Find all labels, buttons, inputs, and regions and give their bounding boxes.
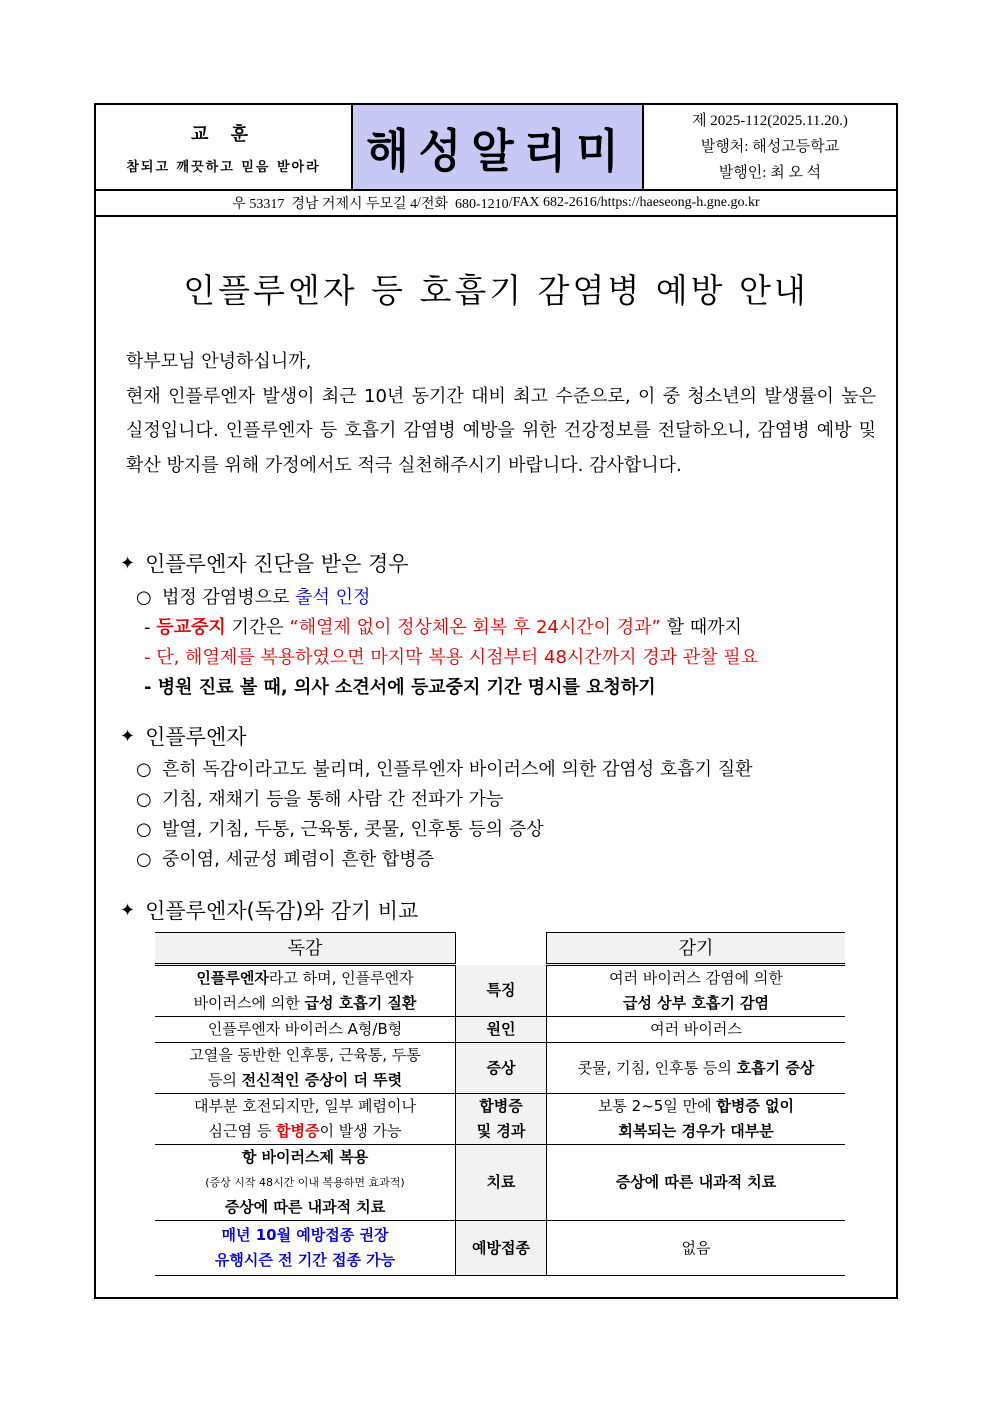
cold-cell: 여러 바이러스 (547, 1017, 846, 1043)
cold-cell: 증상에 따른 내과적 치료 (547, 1145, 846, 1221)
diagnosis-items (136, 583, 758, 703)
newsletter-logo-box (353, 105, 644, 189)
header-flu: 독감 (155, 933, 456, 965)
address-bar: 우 53317 경남 거제시 두모길 4 / 전화 680-1210 / FAX 682-2616 / https://haeseong-h.gne.go.kr (96, 191, 896, 217)
phone: 전화 680-1210 (420, 197, 509, 212)
circle-bullet-icon: ○ (136, 789, 152, 810)
table-row (155, 1017, 845, 1043)
flu-cell: 인플루엔자 바이러스 A형/B형 (155, 1017, 456, 1043)
influenza-items (136, 755, 753, 875)
cold-cell: 여러 바이러스 감염에 의한 급성 상부 호흡기 감염 (547, 965, 846, 1017)
circle-bullet-icon: ○ (136, 819, 152, 840)
header-category (456, 933, 547, 965)
publisher: 발행처: 해성고등학교 (700, 139, 840, 155)
table-row (155, 1094, 845, 1145)
list-item: ○ 발열, 기침, 두통, 근육통, 콧물, 인후통 등의 증상 (136, 815, 753, 845)
cold-cell: 보통 2~5일 만에 합병증 없이 회복되는 경우가 대부분 (547, 1094, 846, 1145)
flu-vs-cold-table (155, 932, 845, 1276)
table-row (155, 1145, 845, 1221)
school-motto-box (96, 105, 353, 189)
cold-cell: 콧물, 기침, 인후통 등의 호흡기 증상 (547, 1043, 846, 1094)
greeting: 학부모님 안녕하십니까, (126, 351, 312, 372)
sparkle-icon: ✦ (120, 899, 136, 921)
sparkle-icon: ✦ (120, 552, 136, 574)
newsletter-name: 해성알리미 (366, 124, 629, 179)
flu-cell: 인플루엔자라고 하며, 인플루엔자 바이러스에 의한 급성 호흡기 질환 (155, 965, 456, 1017)
section-heading-diagnosis: ✦ 인플루엔자 진단을 받은 경우 (120, 552, 409, 576)
circle-bullet-icon: ○ (136, 587, 152, 608)
list-item: ○ 기침, 재채기 등을 통해 사람 간 전파가 가능 (136, 785, 753, 815)
page-title: 인플루엔자 등 호흡기 감염병 예방 안내 (183, 271, 809, 310)
newsletter-frame (94, 103, 898, 1299)
motto-text: 참되고 깨끗하고 믿음 받아라 (126, 159, 321, 175)
header-cold: 감기 (547, 933, 846, 965)
table-row (155, 965, 845, 1017)
section-heading-comparison: ✦ 인플루엔자(독감)와 감기 비교 (120, 899, 419, 923)
list-item: - 단, 해열제를 복용하였으면 마지막 복용 시점부터 48시간까지 경과 관찰 필요 (144, 647, 758, 668)
category-cell: 증상 (456, 1043, 547, 1094)
list-item: ○ 법정 감염병으로 출석 인정 (136, 583, 758, 613)
category-cell: 합병증 및 경과 (456, 1094, 547, 1145)
dash-bullet: - (144, 677, 158, 698)
flu-cell: 대부분 호전되지만, 일부 폐렴이나 심근염 등 합병증이 발생 가능 (155, 1094, 456, 1145)
table-row (155, 1221, 845, 1276)
fax: FAX 682-2616 (512, 195, 597, 210)
dash-bullet: - (144, 617, 157, 638)
circle-bullet-icon: ○ (136, 849, 152, 870)
list-item: ○ 중이염, 세균성 폐렴이 흔한 합병증 (136, 845, 753, 875)
postal-address: 우 53317 경남 거제시 두모길 4 (232, 197, 418, 212)
table-row (155, 1043, 845, 1094)
issuer: 발행인: 최 오 석 (718, 165, 822, 181)
flu-cell: 항 바이러스제 복용 (증상 시작 48시간 이내 복용하면 효과적) 증상에 따른 내과적 치료 (155, 1145, 456, 1221)
category-cell: 예방접종 (456, 1221, 547, 1276)
flu-cell: 매년 10월 예방접종 권장 유행시즌 전 기간 접종 가능 (155, 1221, 456, 1276)
motto-title: 교 훈 (190, 123, 257, 145)
category-cell: 특징 (456, 965, 547, 1017)
intro-text: 현재 인플루엔자 발생이 최근 10년 동기간 대비 최고 수준으로, 이 중 청소년의 발생률이 높은 실정입니다. 인플루엔자 등 호흡기 감염병 예방을 위한 건강정보를 전달하오니, 감염병 예방 및 확산 방지를 위해 가정에서도 적극 실천해주시기 바랍니다. 감사합니다. (126, 385, 876, 476)
list-item: ○ 흔히 독감이라고도 불리며, 인플루엔자 바이러스에 의한 감염성 호흡기 질환 (136, 755, 753, 785)
flu-cell: 고열을 동반한 인후통, 근육통, 두통 등의 전신적인 증상이 더 뚜렷 (155, 1043, 456, 1094)
masthead (96, 105, 896, 191)
table-header-row (155, 933, 845, 965)
list-item: - 병원 진료 볼 때, 의사 소견서에 등교중지 기간 명시를 요청하기 (144, 677, 656, 698)
dash-bullet: - (144, 647, 157, 668)
cold-cell: 없음 (547, 1221, 846, 1276)
intro-paragraph (126, 345, 876, 483)
list-item: - 등교중지 기간은 “해열제 없이 정상체온 회복 후 24시간이 경과” 할 때까지 (144, 617, 742, 638)
issue-number: 제 2025-112(2025.11.20.) (692, 113, 848, 129)
sparkle-icon: ✦ (120, 725, 136, 747)
section-heading-influenza: ✦ 인플루엔자 (120, 725, 247, 749)
circle-bullet-icon: ○ (136, 759, 152, 780)
category-cell: 치료 (456, 1145, 547, 1221)
issue-info-box (644, 105, 896, 189)
website-link[interactable]: https://haeseong-h.gne.go.kr (600, 195, 760, 210)
category-cell: 원인 (456, 1017, 547, 1043)
